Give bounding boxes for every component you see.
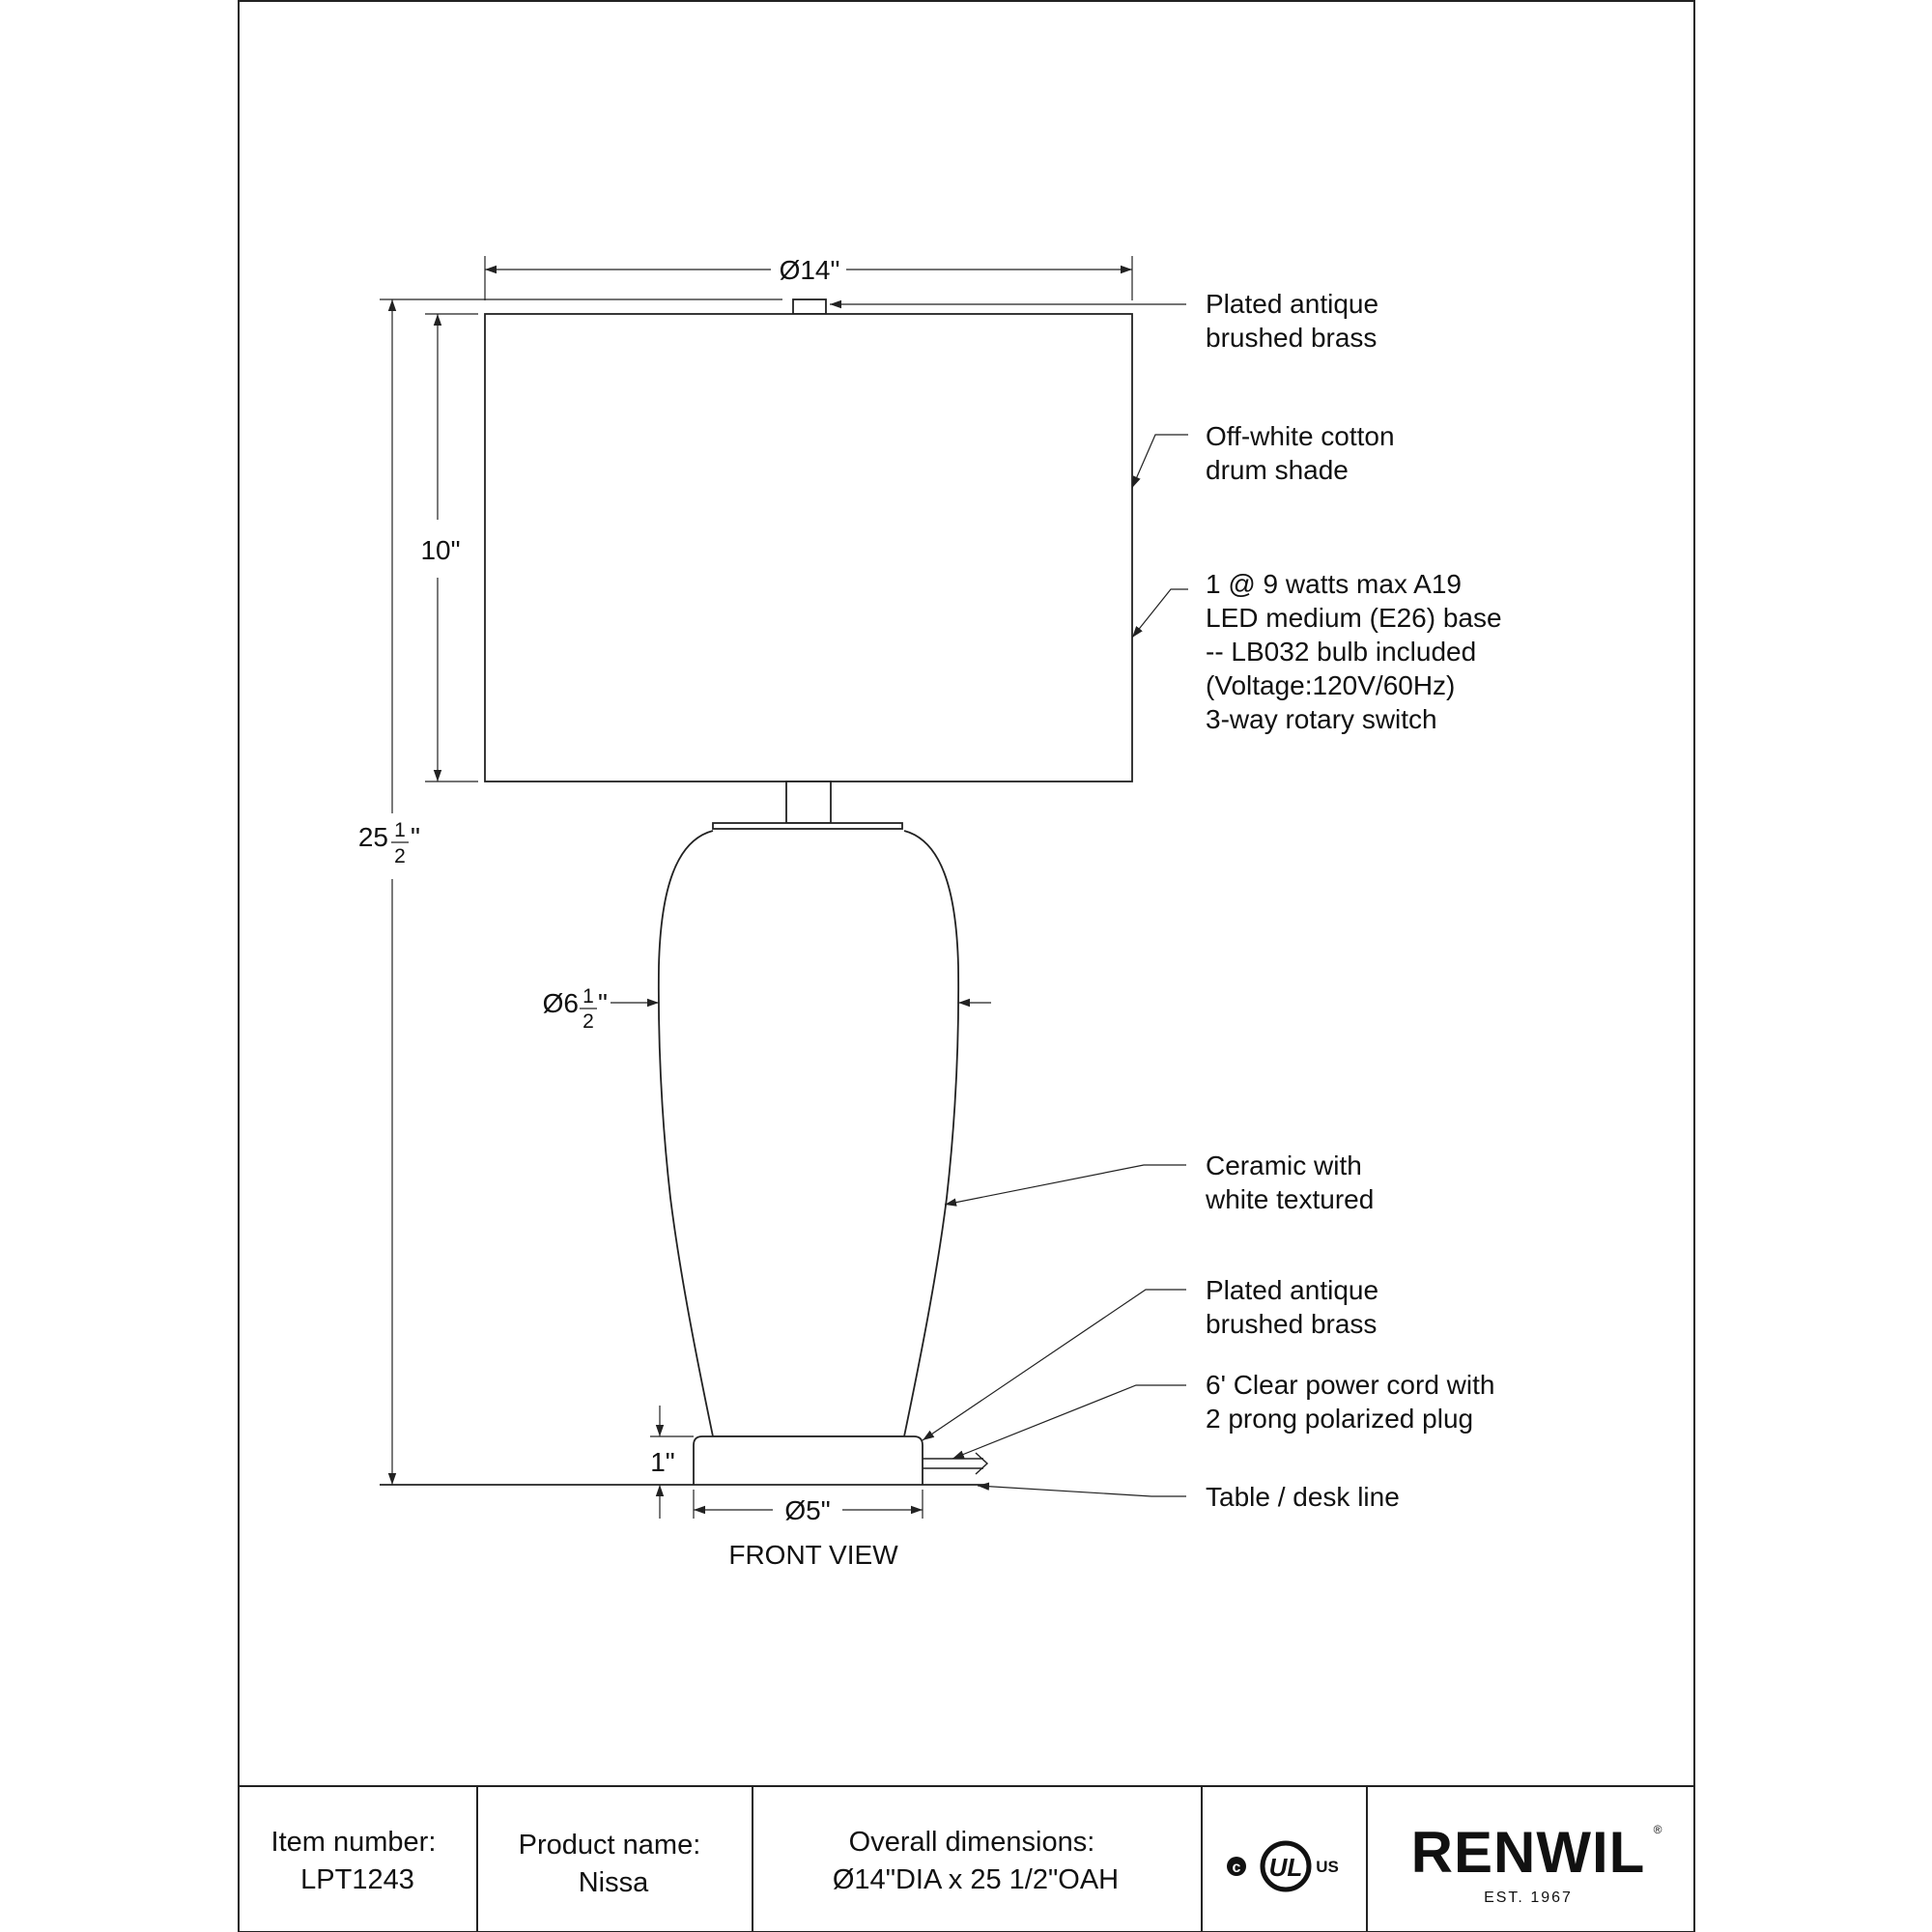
svg-text:25: 25 [357,822,388,852]
front-view-label: FRONT VIEW [728,1540,898,1570]
svg-text:2: 2 [394,845,406,867]
bulb-leader [1132,589,1188,638]
overall-height-label [358,819,420,867]
svg-text:1: 1 [582,985,594,1008]
overall-dimensions-cell: Overall dimensions: Ø14"DIA x 25 1/2"OAH [832,1827,1120,1895]
shade-diameter-label: Ø14" [779,255,840,285]
svg-text:1: 1 [394,819,406,841]
renwil-logo [1411,1820,1662,1906]
table-leader [978,1486,1186,1496]
drum-shade [485,314,1132,781]
body-leader [945,1165,1186,1205]
brand-tagline: EST. 1967 [1484,1889,1573,1906]
sheet-border [239,1,1694,1932]
base-diameter-label: Ø5" [784,1495,831,1525]
finial [793,299,826,314]
callout-base: Plated antique brushed brass [1206,1275,1379,1339]
svg-text:2: 2 [582,1010,594,1033]
registered-mark: ® [1653,1823,1662,1836]
callout-table: Table / desk line [1206,1482,1400,1512]
ul-certification-logo [1227,1843,1339,1889]
product-name-cell: Product name: Nissa [518,1830,701,1898]
svg-text:c: c [1232,1860,1241,1876]
lamp-drawing [380,299,1132,1485]
brand-name: RENWIL [1410,1820,1646,1885]
svg-text:Ø6: Ø6 [542,988,579,1018]
power-cord [923,1453,987,1474]
body-diameter-label [543,985,608,1033]
ceramic-body [659,831,958,1436]
shade-height-label: 10" [420,535,461,565]
title-block [239,1786,1694,1932]
svg-text:UL: UL [1268,1853,1303,1882]
callout-body: Ceramic with white textured [1206,1151,1375,1214]
shade-leader [1132,435,1188,488]
callout-finial: Plated antique brushed brass [1206,289,1379,353]
lamp-neck [786,781,831,823]
svg-text:": " [598,988,608,1018]
body-cap [713,823,902,829]
item-number-cell: Item number: LPT1243 [270,1827,437,1895]
callout-bulb: 1 @ 9 watts max A19 LED medium (E26) base -- LB032 bulb included (Voltage:120V/60Hz) 3-way rotary switch [1206,569,1502,734]
svg-text:": " [411,822,420,852]
base-height-label: 1" [650,1447,675,1477]
svg-text:US: US [1316,1858,1339,1876]
callout-cord: 6' Clear power cord with 2 prong polarized plug [1206,1370,1495,1434]
lamp-base [694,1436,923,1485]
callouts [1205,289,1509,1512]
callout-shade: Off-white cotton drum shade [1206,421,1395,485]
